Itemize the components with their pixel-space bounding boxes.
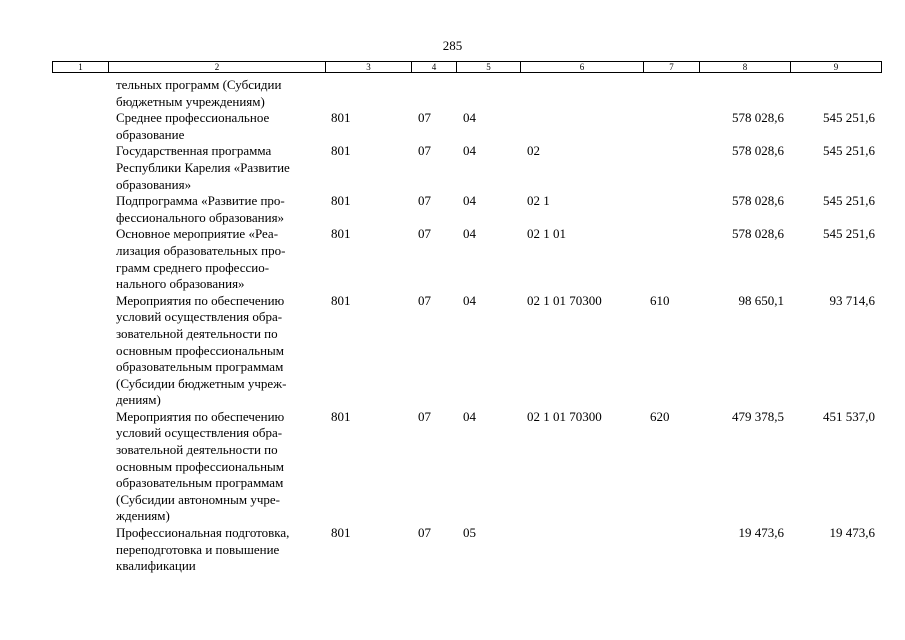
amount-year-1: 479 378,5 — [732, 408, 784, 424]
amount-year-2: 545 251,6 — [823, 110, 875, 126]
expense-type-code: 610 — [650, 292, 670, 308]
table-row — [0, 193, 905, 226]
table-row — [0, 110, 905, 143]
row-name — [116, 525, 324, 575]
header-row — [53, 62, 882, 73]
row-name-line: квалификации — [116, 558, 196, 574]
column-number-5: 5 — [457, 62, 521, 73]
table-row — [0, 525, 905, 575]
row-name-line: Подпрограмма «Развитие про- — [116, 193, 285, 209]
row-name-line: ждениям) — [116, 508, 170, 524]
row-name — [116, 193, 324, 226]
target-article-code: 02 1 01 70300 — [527, 292, 602, 308]
row-name-line: тельных программ (Субсидии — [116, 77, 282, 92]
row-name — [116, 409, 324, 525]
page-number: 285 — [442, 38, 463, 53]
column-number-1: 1 — [53, 62, 109, 73]
target-article-code: 02 1 — [527, 193, 550, 209]
amount-year-1: 98 650,1 — [738, 292, 784, 308]
amount-year-2: 451 537,0 — [823, 408, 875, 424]
row-name-line: грамм среднего профессио- — [116, 259, 270, 275]
section-code: 07 — [418, 408, 431, 424]
row-name-line: Основное мероприятие «Реа- — [116, 226, 279, 242]
amount-year-2: 545 251,6 — [823, 143, 875, 159]
row-name-line: фессионального образования» — [116, 209, 285, 225]
column-number-7: 7 — [644, 62, 700, 73]
column-number-2: 2 — [109, 62, 326, 73]
row-name-line: Мероприятия по обеспечению — [116, 292, 285, 308]
section-code: 07 — [418, 110, 431, 126]
amount-year-2: 19 473,6 — [829, 525, 875, 541]
section-code: 07 — [418, 226, 431, 242]
target-article-code: 02 1 01 70300 — [527, 408, 602, 424]
amount-year-1: 19 473,6 — [738, 525, 784, 541]
row-name-line: условий осуществления обра- — [116, 309, 283, 325]
row-name-line: (Субсидии бюджетным учреж- — [116, 375, 287, 391]
section-code: 07 — [418, 143, 431, 159]
ved-code: 801 — [331, 143, 351, 159]
row-name-line: образовательным программам — [116, 359, 284, 375]
amount-year-1: 578 028,6 — [732, 226, 784, 242]
ved-code: 801 — [331, 292, 351, 308]
row-name-line: Государственная программа — [116, 143, 272, 159]
row-name-line: Профессиональная подготовка, — [116, 525, 290, 541]
row-name-line: Среднее профессиональное — [116, 110, 270, 126]
row-name-line: Мероприятия по обеспечению — [116, 408, 285, 424]
target-article-code: 02 1 01 — [527, 226, 566, 242]
section-code: 07 — [418, 292, 431, 308]
row-name — [116, 77, 324, 110]
column-number-4: 4 — [412, 62, 457, 73]
row-name-line: образования» — [116, 176, 192, 192]
amount-year-2: 545 251,6 — [823, 193, 875, 209]
ved-code: 801 — [331, 226, 351, 242]
row-name-line: зовательной деятельности по — [116, 442, 278, 458]
column-number-8: 8 — [700, 62, 791, 73]
amount-year-1: 578 028,6 — [732, 110, 784, 126]
section-code: 07 — [418, 193, 431, 209]
subsection-code: 05 — [463, 525, 476, 541]
subsection-code: 04 — [463, 226, 476, 242]
row-name-line: бюджетным учреждениям) — [116, 93, 265, 109]
table-row — [0, 409, 905, 525]
row-name — [116, 226, 324, 292]
row-name-line: (Субсидии автономным учре- — [116, 491, 280, 507]
column-number-9: 9 — [791, 62, 882, 73]
row-name — [116, 293, 324, 409]
ved-code: 801 — [331, 110, 351, 126]
row-name-line: зовательной деятельности по — [116, 325, 278, 341]
row-name-line: нального образования» — [116, 276, 245, 292]
column-number-header — [52, 61, 882, 73]
subsection-code: 04 — [463, 110, 476, 126]
target-article-code: 02 — [527, 143, 540, 159]
ved-code: 801 — [331, 525, 351, 541]
subsection-code: 04 — [463, 143, 476, 159]
column-number-3: 3 — [326, 62, 412, 73]
row-name-line: переподготовка и повышение — [116, 541, 280, 557]
section-code: 07 — [418, 525, 431, 541]
amount-year-1: 578 028,6 — [732, 193, 784, 209]
table-row — [0, 77, 905, 110]
row-name-line: основным профессиональным — [116, 342, 285, 358]
row-name-line: дениям) — [116, 392, 161, 408]
column-number-6: 6 — [521, 62, 644, 73]
subsection-code: 04 — [463, 193, 476, 209]
table-row — [0, 226, 905, 292]
row-name-line: образование — [116, 126, 185, 142]
row-name-line: условий осуществления обра- — [116, 425, 283, 441]
expense-type-code: 620 — [650, 408, 670, 424]
amount-year-1: 578 028,6 — [732, 143, 784, 159]
ved-code: 801 — [331, 193, 351, 209]
ved-code: 801 — [331, 408, 351, 424]
row-name-line: образовательным программам — [116, 475, 284, 491]
row-name-line: лизация образовательных про- — [116, 242, 286, 258]
amount-year-2: 93 714,6 — [829, 292, 875, 308]
row-name-line: основным профессиональным — [116, 458, 285, 474]
row-name-line: Республики Карелия «Развитие — [116, 159, 290, 175]
subsection-code: 04 — [463, 292, 476, 308]
table-row — [0, 143, 905, 193]
table-row — [0, 293, 905, 409]
row-name — [116, 143, 324, 193]
budget-table-body — [0, 77, 905, 575]
row-name — [116, 110, 324, 143]
subsection-code: 04 — [463, 408, 476, 424]
amount-year-2: 545 251,6 — [823, 226, 875, 242]
